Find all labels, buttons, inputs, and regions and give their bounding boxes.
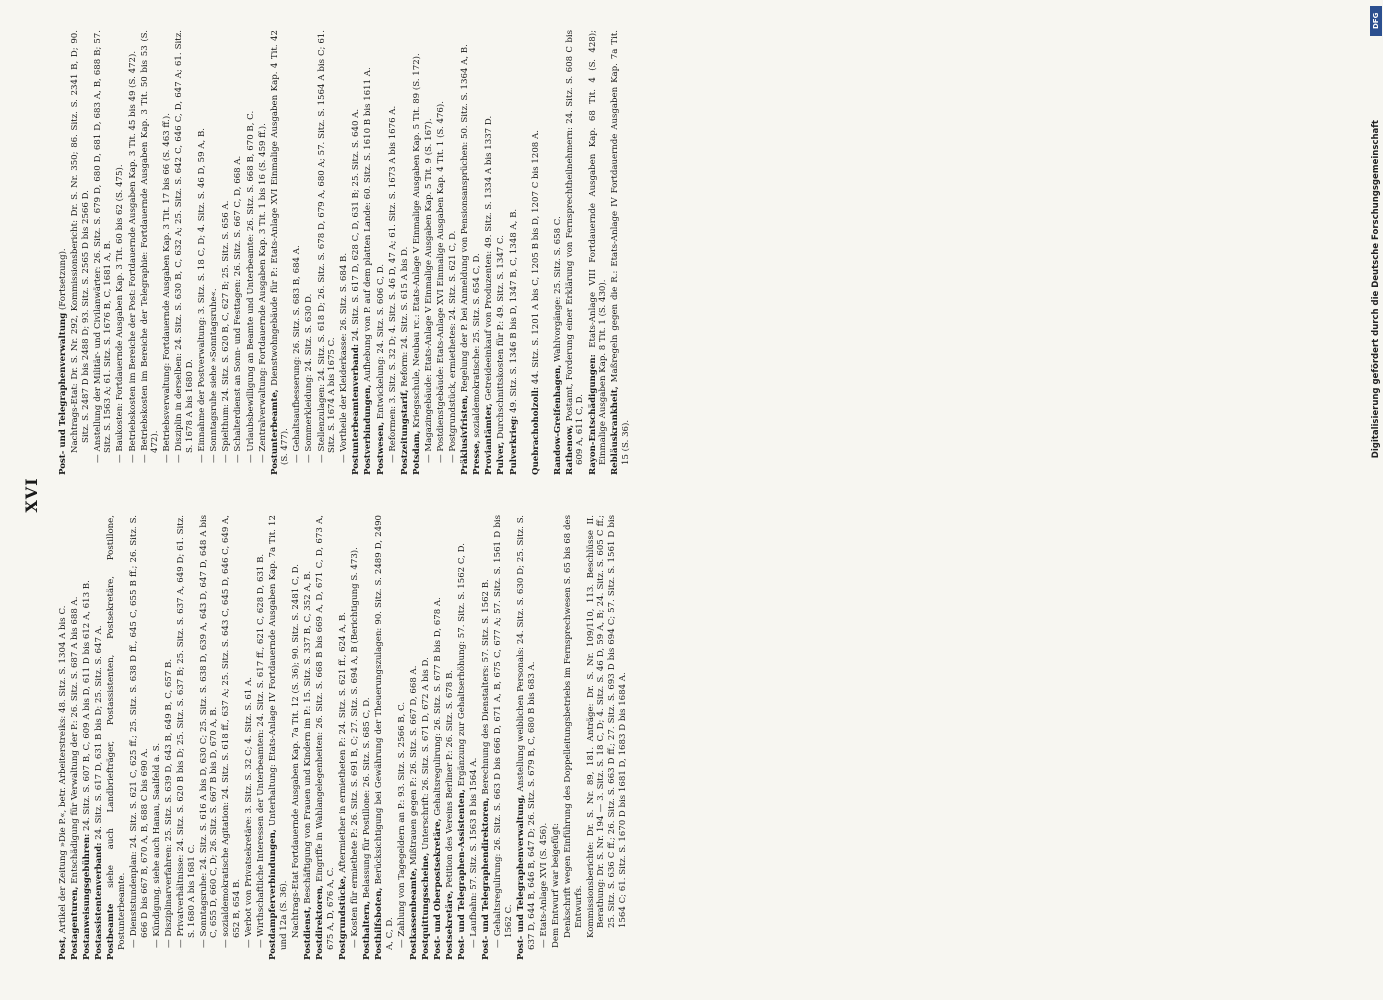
entry-text: Entwickelung: 24. Sitz. S. 606 C, D.: [375, 263, 386, 420]
index-entry: [563, 515, 584, 960]
entry-text: — Sommerkleidung: 24. Sitz. S. 630 D.: [304, 293, 315, 463]
entry-heading: Proviantämter,: [484, 403, 495, 475]
entry-heading: Postquittungsscheine,: [420, 852, 431, 960]
page-content: [22, 30, 1322, 960]
entry-text: — Magazingebäude: Etats-Anlage V Einmalige Ausgaben Kap. 5 Tit. 9 (S. 167).: [423, 118, 434, 463]
index-entry: [553, 30, 564, 475]
entry-text: Kommissionsberichte: Dr. S. Nr. 89, 181. Anträge: Dr. S. Nr. 109/110, 113. Beschlüsse II. Berathung: Dr. S. Nr. 194 — 3. Sitz. S. 18 C, D; 4. Sitz. S. 46 D, 59 A, B; 24. Sitz. S. 605 C ff.; 25. Sitz. S. 636 C ff.; 26. Sitz. S. 663 D ff.; 27. Sitz. S. 693 D bis 694 C; 57. Sitz. S. 1561 D bis 1564 C; 61. Sitz. S. 1670 D bis 1681 D, 1683 D bis 1684 A.: [585, 515, 628, 938]
index-entry: [303, 515, 314, 960]
entry-text: Postamt, Forderung einer Erklärung von Fernsprechtheilnehmern: 24. Sitz. S. 608 C bis 609 A, 611 C, D.: [564, 30, 586, 465]
index-entry: [516, 515, 537, 960]
entry-text: — Disziplin in derselben: 24. Sitz. S. 630 B, C, 632 A; 25. Sitz. S. 642 C, 646 C, D, 647 A; 61. Sitz. S. 1678 A bis 1680 D.: [174, 30, 196, 463]
entry-text: Entschädigung für Verwaltung der P.: 26. Sitz. S. 687 A bis 688 A.: [70, 596, 81, 884]
index-entry: [317, 30, 338, 475]
entry-text: 24. Sitz. S. 617 D, 628 C, D, 631 B; 25. Sitz. S. 640 A.: [351, 108, 362, 342]
entry-heading: Postgrundstücke,: [337, 875, 348, 960]
index-entry: [106, 515, 127, 960]
index-column-left: [58, 515, 1308, 960]
index-entry: [509, 30, 520, 475]
entry-heading: Posthilfsboten,: [374, 887, 385, 960]
index-entry: [129, 515, 150, 960]
entry-text: siehe auch Landbriefträger, Postassistenten, Postsekretäre, Postillone, Postunterbeamte.: [106, 515, 127, 950]
index-entry: [351, 30, 362, 475]
index-entry: [472, 30, 483, 475]
entry-heading: Pulver,: [496, 441, 507, 475]
entry-text: — Betriebskosten im Bereiche der Telegraphie: Fortdauernde Ausgaben Kap. 3 Tit. 50 bis 53 (S. 472).: [139, 30, 161, 463]
entry-heading: Postzeitungstarif,: [399, 389, 410, 475]
index-entry: [128, 30, 139, 475]
index-entry: [397, 515, 408, 960]
index-entry: [586, 515, 628, 960]
index-entry: [460, 30, 471, 475]
index-entry: [363, 30, 374, 475]
entry-text: Ergänzung zur Gehaltserhöhung: 57. Sitz. S. 1562 C, D.: [457, 543, 468, 787]
index-entry: [270, 30, 291, 475]
entry-text: Dienstwohngebäude für P.: Etats-Anlage XVI Einmalige Ausgaben Kap. 4 Tit. 42 (S. 477).: [269, 30, 291, 465]
index-entry: [531, 30, 542, 475]
entry-heading: Rayon-Entschädigungen:: [587, 354, 598, 475]
index-entry: [565, 30, 586, 475]
entry-text: 49. Sitz. S. 1346 B bis D, 1347 B, C, 1348 A, B.: [508, 208, 519, 413]
entry-heading: Randow-Greifenhagen,: [552, 364, 563, 475]
index-entry: [304, 30, 315, 475]
entry-text: Gehaltsregulirung: 26. Sitz. S. 677 B bis D, 678 A.: [433, 597, 443, 816]
index-entry: [339, 30, 350, 475]
entry-text: Petition des Vereins Berliner P.: 26. Sitz. S. 678 B.: [445, 669, 456, 888]
entry-text: Wahlvorgänge: 25. Sitz. S. 658 C.: [552, 216, 563, 362]
index-entry: [445, 515, 456, 960]
entry-text: Belassung für Postillone: 26. Sitz. S. 685 C, D.: [361, 697, 372, 899]
entry-text: 24. Sitz. S. 617 D, 631 B bis D; 25. Sitz. S. 647 A.: [94, 625, 105, 840]
spacer: [521, 30, 531, 475]
entry-text: Unterschrift: 26. Sitz. S. 671 D, 672 A bis D.: [420, 657, 431, 850]
entry-heading: Post- und Oberpostsekretäre,: [433, 818, 443, 960]
index-entry: [115, 30, 126, 475]
entry-heading: Potsdam,: [411, 430, 422, 475]
entry-heading: Postbeamte: [106, 903, 117, 960]
entry-heading: Quebrachoholzoll:: [530, 386, 541, 475]
entry-text: — Zentralverwaltung: Fortdauernde Ausgaben Kap. 3 Tit. 1 bis 16 (S. 459 ff.).: [257, 123, 268, 463]
entry-text: Denkschrift wegen Einführung des Doppelleitungsbetriebs im Fernsprechwesen S. 65 bis 68 des Entwurfs.: [563, 515, 584, 938]
index-entry: [469, 515, 480, 960]
index-entry: [350, 515, 361, 960]
index-entry: [400, 30, 411, 475]
index-entry: [221, 30, 232, 475]
entry-text: — Gehaltsaufbesserung: 26. Sitz. S. 683 B, 684 A.: [292, 245, 303, 463]
entry-text: — Wirthschaftliche Interessen der Unterbeamten: 24. Sitz. S. 617 ff., 621 C, 628 D, 631 B.: [256, 553, 267, 948]
entry-text: Beschäftigung von Frauen und Kindern im P.: 15. Sitz. S. 337 B, C, 352 A, B.: [302, 570, 313, 904]
entry-heading: Presse,: [472, 440, 483, 475]
entry-text: — Disziplinarverfahren: 25. Sitz. S. 639 D, 643 B, 649 B, C, 657 B.: [163, 658, 174, 948]
entry-text: — Sonntagsruhe: 24. Sitz. S. 616 A bis D, 630 C; 25. Sitz. S. 638 D, 639 A, 643 D, 647 D, 648 A bis C, 655 D, 660 C, D; 26. Sitz. S. 667 B bis D, 670 A, B.: [198, 515, 220, 948]
index-entry: [539, 515, 550, 960]
entry-heading: Rebläuskrankheit,: [610, 386, 621, 475]
entry-text: Aftermiether in ermietheten P.: 24. Sitz. S. 621 ff., 624 A, B.: [337, 611, 348, 873]
entry-text: sozialdemokratische: 25. Sitz. S. 654 C, D.: [472, 253, 483, 438]
entry-text: — Privatverhältnisse: 24. Sitz. S. 620 B bis D; 25. Sitz. S. 637 B; 25. Sitz. S. 637 A, 649 D; 61. Sitz. S. 1680 A bis 1681 C.: [175, 515, 197, 948]
entry-text: Kriegsschule, Neubau rc.: Etats-Anlage V Einmalige Ausgaben Kap. 5 Tit. 89 (S. 172).: [411, 53, 422, 428]
entry-text: Getreideeinkauf von Produzenten: 49. Sitz. S. 1334 A bis 1337 D.: [484, 115, 495, 401]
entry-heading: Pulverkrieg:: [508, 415, 519, 475]
index-entry: [481, 515, 492, 960]
entry-text: 24. Sitz. S. 607 B, C, 609 A bis D, 611 D bis 612 A, 613 B.: [82, 580, 93, 831]
entry-text: (Fortsetzung).: [58, 248, 68, 311]
index-entry: [176, 515, 197, 960]
entry-heading: Postanweisungsgebühren:: [82, 833, 93, 960]
entry-text: Etats-Anlage VIII Fortdauernde Ausgaben Kap. 68 Tit. 4 (S. 428); Einmalige Ausgaben Kap. 8 Tit. 1 (S. 430).: [587, 30, 609, 465]
entry-text: Eingriffe in Wahlangelegenheiten: 26. Sitz. S. 668 B bis 669 A, D, 671 C, D, 673 A, 675 A, D, 676 A, C.: [315, 515, 336, 950]
entry-heading: Postagenturen,: [70, 886, 81, 960]
entry-heading: Post- und Telegraphen-Assistenten,: [457, 789, 468, 960]
entry-text: — Betriebsverwaltung: Fortdauernde Ausgaben Kap. 3 Tit. 17 bis 66 (S. 463 ff.).: [162, 112, 173, 463]
index-entry: [233, 30, 244, 475]
index-entry: [374, 515, 395, 960]
index-entry: [94, 515, 105, 960]
index-entry: [152, 515, 163, 960]
index-entry: [551, 515, 562, 960]
page-number: XVI: [22, 477, 41, 513]
index-entry: [174, 30, 195, 475]
index-entry: [338, 515, 349, 960]
entry-heading: Postverbindungen,: [363, 384, 374, 475]
entry-text: Maßregeln gegen die R.: Etats-Anlage IV Fortdauernde Ausgaben Kap. 7a Tit. 15 (S. 36).: [610, 30, 631, 465]
index-entry: [93, 30, 114, 475]
index-entry: [588, 30, 609, 475]
index-entry: [421, 515, 432, 960]
entry-text: — Urlaubsbewilligung an Beamte und Unterbeamte: 26. Sitz. S. 668 B, 670 B, C.: [245, 110, 256, 463]
index-entry: [388, 30, 399, 475]
entry-text: — Gehaltsregulirung: 26. Sitz. S. 663 D bis 666 D, 671 A, B, 675 C, 677 A; 57. Sitz. S. 1561 D bis 1562 C.: [493, 515, 515, 948]
entry-heading: Postunterbeamtenverband:: [351, 343, 362, 475]
entry-heading: Post- und Telegraphenverwaltung: [58, 312, 68, 475]
index-entry: [209, 30, 220, 475]
entry-heading: Postdampferverbindungen,: [268, 829, 279, 960]
credit-line: Digitalisierung gefördert durch die Deutsche Forschungsgemeinschaft: [1371, 120, 1381, 459]
entry-text: — Verbot von Privatsekretäre: 3. Sitz. S. 32 C; 4. Sitz. S. 61 A.: [244, 676, 254, 948]
index-entry: [246, 30, 257, 475]
index-entry: [58, 30, 69, 475]
index-entry: [162, 30, 173, 475]
spacer: [543, 30, 553, 475]
entry-text: — Einnahme der Postverwaltung: 3. Sitz. S. 18 C, D; 4. Sitz. S. 46 D, 59 A, B.: [197, 128, 208, 463]
entry-text: — Schalterdienst an Sonn- und Festtagen: 26. Sitz. S. 667 C, D, 668 A.: [233, 155, 244, 463]
entry-text: — Zahlung von Tagegeldern an P.: 93. Sitz. S. 2566 B, C.: [396, 701, 407, 948]
index-entry: [362, 515, 373, 960]
index-entry: [457, 515, 468, 960]
entry-text: — Vortheile der Kleiderkasse: 26. Sitz. S. 684 B.: [339, 252, 350, 463]
entry-text: — Spielthum: 24. Sitz. S. 620 B, C, 627 B; 25. Sitz. S. 656 A.: [221, 200, 232, 463]
entry-text: — Laufbahn: 57. Sitz. S. 1563 B bis 1564 A.: [469, 757, 480, 948]
index-entry: [221, 515, 242, 960]
index-entry: [376, 30, 387, 475]
index-entry: [436, 30, 447, 475]
entry-heading: Postdienst,: [302, 906, 313, 960]
entry-heading: Postdirektoren,: [315, 885, 326, 960]
entry-text: Artikel der Zeitung »Die P.«, betr. Arbeiterstreiks: 48. Sitz. S. 1304 A bis C.: [58, 605, 68, 934]
index-entry: [58, 515, 69, 960]
entry-text: — Reformen: 3. Sitz. S. 32 D; 4. Sitz. S. 46 D, 47 A; 61. Sitz. S. 1673 A bis 1676 A.: [387, 105, 398, 463]
index-entry: [199, 515, 220, 960]
entry-text: — Kündigung, siehe auch Hanau, Saalfeld a. S.: [151, 742, 162, 948]
index-entry: [448, 30, 459, 475]
entry-text: Aufhebung von P. auf dem platten Lande: 60. Sitz. S. 1610 B bis 1611 A.: [363, 67, 374, 382]
entry-text: — Betriebskosten im Bereiche der Post: Fortdauernde Ausgaben Kap. 3 Tit. 45 bis 49 (S. 472).: [127, 50, 138, 463]
index-entry: [433, 515, 444, 960]
index-entry: [292, 30, 303, 475]
dfg-logo: DFG: [1370, 6, 1382, 36]
index-entry: [315, 515, 336, 960]
entry-text: Unterhaltung: Etats-Anlage IV Fortdauernde Ausgaben Kap. 7a Tit. 12 und 12a (S. 36).: [268, 515, 289, 950]
index-entry: [409, 515, 420, 960]
entry-text: — Stellenzulagen: 24. Sitz. S. 618 D; 26. Sitz. S. 678 D, 679 A, 680 A; 57. Sitz. S. 1564 A bis C; 61. Sitz. S. 1674 A bis 1675 C.: [316, 30, 338, 463]
entry-text: — Kosten für ermiethete P.: 26. Sitz. S. 691 B, C; 27. Sitz. S. 694 A, B (Berichtigung S. 473).: [349, 547, 360, 948]
entry-text: Berechnung des Dienstalters: 57. Sitz. S. 1562 B.: [481, 579, 492, 795]
index-entry: [493, 515, 514, 960]
entry-text: Reform: 24. Sitz. S. 615 A bis D.: [399, 246, 410, 387]
index-entry: [268, 515, 289, 960]
entry-heading: Postkassenbeamte,: [408, 867, 419, 960]
entry-heading: Posthaltern,: [361, 900, 372, 960]
entry-text: Berücksichtigung bei Gewährung der Theuerungszulagen: 90. Sitz. S. 2489 D, 2490 A, C, D.: [374, 515, 395, 950]
index-entry: [496, 30, 507, 475]
entry-text: — sozialdemokratische Agitation: 24. Sitz. S. 618 ff., 637 A; 25. Sitz. S. 643 C, 645 D, 646 C, 649 A, 652 B, 654 B.: [221, 515, 242, 948]
entry-heading: Postassistentenverband:: [94, 842, 105, 960]
entry-text: Anstellung weiblichen Personals: 24. Sitz. S. 630 D; 25. Sitz. S. 637 D, 644 B, 646 B, 647 D; 26. Sitz. S. 679 B, C, 680 B bis 683 A.: [516, 515, 537, 950]
entry-text: Durchschnittskosten für P.: 49. Sitz. S. 1347 C.: [496, 235, 507, 439]
index-entry: [484, 30, 495, 475]
entry-text: — Postdienstgebäude: Etats-Anlage XVI Einmalige Ausgaben Kap. 4 Tit. 1 (S. 476).: [436, 101, 446, 463]
entry-text: — Sonntagsruhe siehe »Sonntagsruhe«.: [209, 288, 220, 463]
entry-text: — Anstellung der Militär- und Civilanwärter: 26. Sitz. S. 679 D, 680 D, 681 D, 683 A, B, 688 B; 57. Sitz. S. 1563 A; 61. Sitz. S. 1676 B, C, 1681 A, B.: [92, 30, 114, 463]
index-column-right: [58, 30, 1308, 475]
index-entry: [412, 30, 423, 475]
index-entry: [82, 515, 93, 960]
entry-text: — Postgrundstück, ermiethetes: 24. Sitz. S. 621 C, D.: [448, 230, 459, 463]
entry-heading: Postunterbeamte,: [269, 389, 280, 475]
entry-text: Regelung der P. bei Anmeldung von Pensionsansprüchen: 50. Sitz. S. 1364 A, B.: [460, 44, 471, 393]
entry-heading: Post- und Telegraphenverwaltung,: [516, 794, 527, 960]
entry-heading: Postwesen,: [375, 421, 386, 475]
index-entry: [70, 30, 91, 475]
entry-text: 44. Sitz. S. 1201 A bis C, 1205 B bis D, 1207 C bis 1208 A.: [530, 130, 541, 385]
entry-heading: Post,: [58, 936, 68, 960]
index-entry: [140, 30, 161, 475]
index-entry: [610, 30, 631, 475]
entry-text: Nachtrags-Etat Fortdauernde Ausgaben Kap. 7a Tit. 12 (S. 36); 90. Sitz. S. 2481 C, D.: [290, 564, 301, 938]
entry-heading: Post- und Telegraphendirektoren,: [481, 797, 492, 960]
entry-heading: Postsekretäre,: [445, 890, 456, 960]
index-entry: [197, 30, 208, 475]
entry-text: — Dienststundenplan: 24. Sitz. S. 621 C, 625 ff.; 25. Sitz. S. 638 D ff., 645 C, 655 B ff.; 26. Sitz. S. 666 D bis 667 B, 670 A, B, 688 C bis 690 A.: [129, 515, 150, 948]
index-entry: [256, 515, 267, 960]
index-entry: [424, 30, 435, 475]
index-entry: [244, 515, 255, 960]
entry-heading: Präklusivfristen,: [460, 394, 471, 475]
index-entry: [164, 515, 175, 960]
entry-text: — Etats-Anlage XVI (S. 456).: [538, 822, 549, 948]
entry-text: Mißtrauen gegen P.: 26. Sitz. S. 667 D, 668 A.: [408, 665, 419, 865]
index-entry: [258, 30, 269, 475]
entry-text: Nachtrags-Etat: Dr. S. Nr. 292, Kommissionsbericht: Dr. S. Nr. 350; 86. Sitz. S. 2341 B, D; 90. Sitz. S. 2487 D bis 2488 D; 93. Sitz. S. 2565 D bis 2566 D.: [70, 30, 91, 453]
entry-text: Dem Entwurf war beigefügt:: [550, 823, 561, 948]
index-entry: [291, 515, 302, 960]
entry-text: — Baukosten: Fortdauernde Ausgaben Kap. 3 Tit. 60 bis 62 (S. 475).: [115, 164, 126, 463]
entry-heading: Rathenow,: [564, 424, 575, 475]
index-entry: [70, 515, 81, 960]
